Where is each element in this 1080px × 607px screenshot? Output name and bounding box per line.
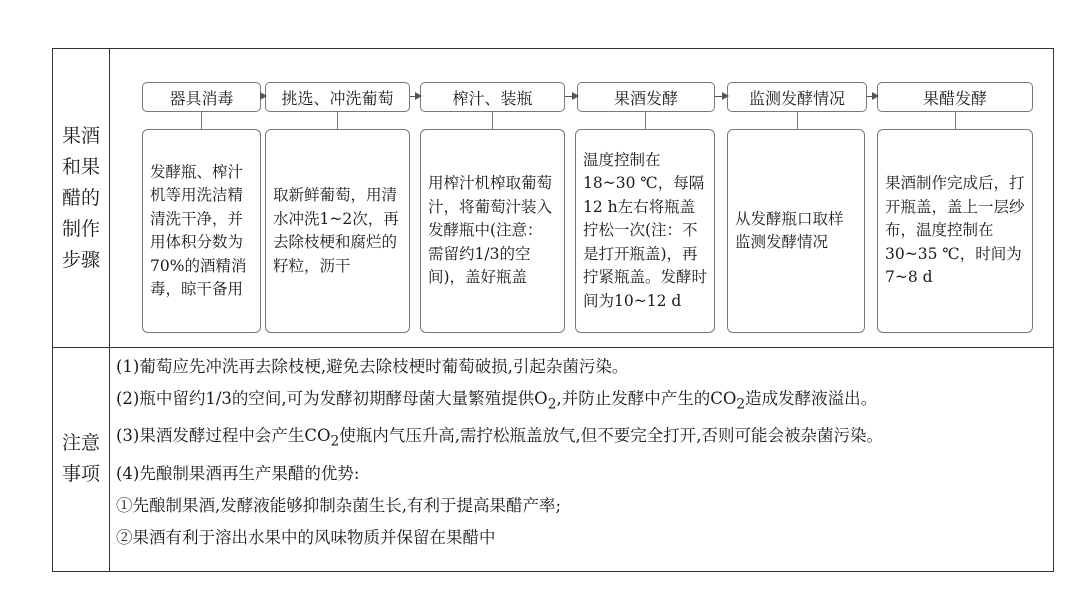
step-detail-wash: 取新鲜葡萄，用清水冲洗1~2次，再去除枝梗和腐烂的籽粒，沥干: [265, 129, 410, 333]
step-label-vinegar-ferment: 果醋发酵: [877, 82, 1033, 112]
column-divider: [109, 49, 110, 571]
step-label-disinfect: 器具消毒: [142, 82, 261, 112]
step-label-juice: 榨汁、装瓶: [420, 82, 565, 112]
notes-row-header-text: 注意事项: [61, 432, 100, 485]
flow-arrow: [867, 96, 877, 97]
flow-arrow: [410, 96, 420, 97]
flow-arrow: [715, 96, 727, 97]
steps-row-header-text: 果酒和果醋的制作步骤: [61, 124, 100, 271]
step-detail-wine-ferment: 温度控制在18~30 ℃，每隔12 h左右将瓶盖拧松一次(注：不是打开瓶盖)，再拧紧瓶盖。发酵时间为10~12 d: [575, 129, 715, 333]
notes-row-header: [53, 347, 109, 571]
row-divider: [53, 347, 1053, 348]
connector-line: [492, 112, 493, 129]
note-item: (4)先酿制果酒再生产果醋的优势:: [116, 463, 360, 483]
steps-row-header: [53, 49, 109, 347]
step-label-wine-ferment: 果酒发酵: [577, 82, 715, 112]
step-label-monitor: 监测发酵情况: [727, 82, 867, 112]
step-detail-monitor: 从发酵瓶口取样监测发酵情况: [727, 129, 865, 333]
connector-line: [645, 112, 646, 129]
connector-line: [955, 112, 956, 129]
step-detail-disinfect: 发酵瓶、榨汁机等用洗洁精清洗干净，并用体积分数为70%的酒精消毒，晾干备用: [142, 129, 261, 333]
step-detail-juice: 用榨汁机榨取葡萄汁，将葡萄汁装入发酵瓶中(注意：需留约1/3的空间)，盖好瓶盖: [420, 129, 565, 333]
connector-line: [337, 112, 338, 129]
step-detail-vinegar-ferment: 果酒制作完成后，打开瓶盖，盖上一层纱布，温度控制在30~35 ℃，时间为7~8 d: [877, 129, 1033, 333]
note-item: ②果酒有利于溶出水果中的风味物质并保留在果醋中: [116, 527, 496, 547]
connector-line: [201, 112, 202, 129]
connector-line: [797, 112, 798, 129]
note-item: (1)葡萄应先冲洗再去除枝梗,避免去除枝梗时葡萄破损,引起杂菌污染。: [116, 357, 629, 376]
notes-list: [116, 351, 1045, 554]
note-item: ①先酿制果酒,发酵液能够抑制杂菌生长,有利于提高果醋产率;: [116, 495, 562, 515]
step-label-wash: 挑选、冲洗葡萄: [265, 82, 410, 112]
process-table: [52, 48, 1054, 572]
note-item: (2)瓶中留约1/3的空间,可为发酵初期酵母菌大量繁殖提供$O_2$,并防止发酵中产生的$CO_2$造成发酵液溢出。: [116, 389, 878, 413]
flow-arrow: [261, 96, 265, 97]
flow-arrow: [565, 96, 577, 97]
note-item: (3)果酒发酵过程中会产生$CO_2$使瓶内气压升高,需拧松瓶盖放气,但不要完全打开,否则可能会被杂菌污染。: [116, 426, 884, 450]
